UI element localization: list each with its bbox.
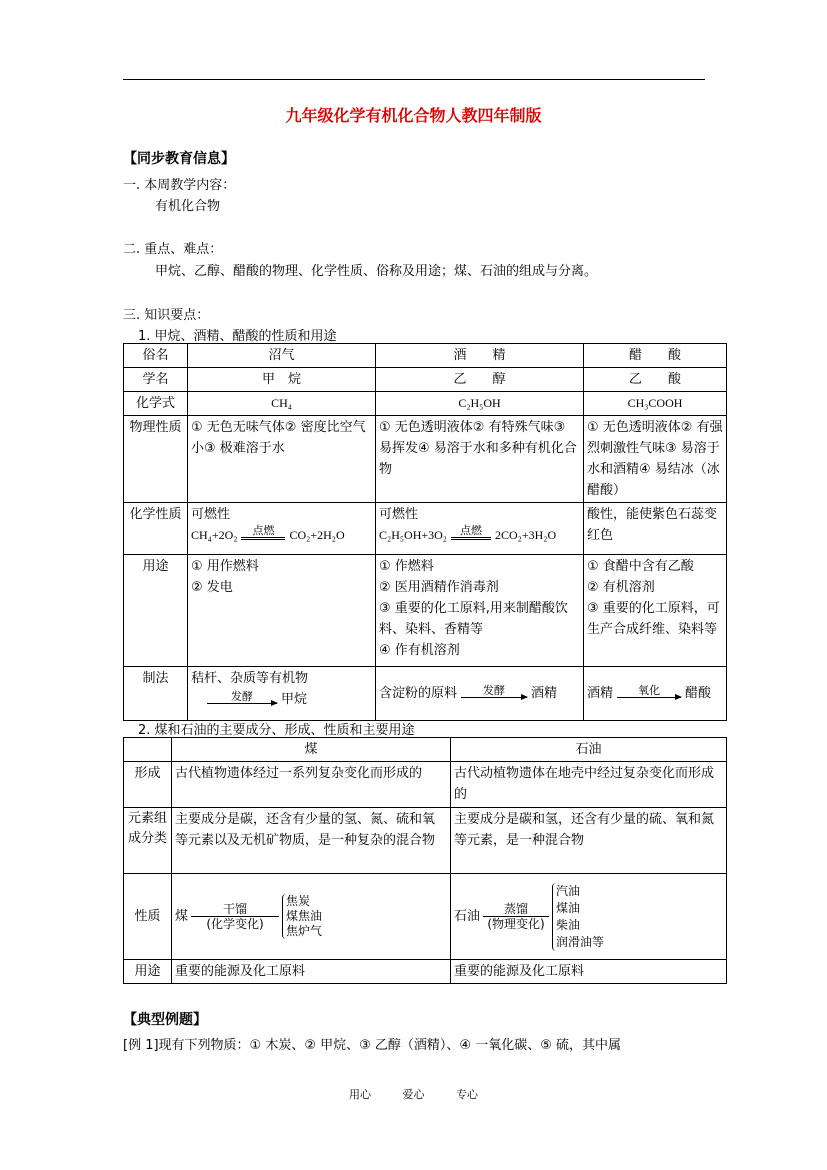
item1-text: 有机化合物 <box>155 199 221 214</box>
row-physical <box>124 416 727 503</box>
ethanol-prep-source: 含淀粉的原料 <box>379 686 458 701</box>
ethanol-equation-arrow <box>451 525 491 546</box>
acetic-prep-reaction <box>587 683 723 704</box>
cell-acetic-physical: ① 无色透明液体② 有强烈刺激性气味③ 易溶于水和酒精④ 易结冰（冰醋酸） <box>584 416 727 503</box>
cell-methane-uses <box>188 555 376 667</box>
methane-products: CO₂+2H₂O <box>289 528 345 542</box>
cell-petroleum-formation: 古代动植物遗体在地壳中经过复杂变化而形成的 <box>451 762 727 808</box>
label-common-name: 俗名 <box>124 344 188 368</box>
label-formation: 形成 <box>124 762 172 808</box>
label-prep: 制法 <box>124 667 188 721</box>
subsection2-title: 2. 煤和石油的主要成分、形成、性质和主要用途 <box>138 723 415 738</box>
methane-reactants: CH₄+2O₂ <box>191 528 238 542</box>
row-composition <box>124 808 727 874</box>
cell-methane-formula: CH₄ <box>188 392 376 416</box>
coal-condition-top: 干馏 <box>223 902 248 916</box>
cell-acetic-uses <box>584 555 727 667</box>
petroleum-products <box>552 883 604 951</box>
label-chemical: 化学性质 <box>124 503 188 555</box>
cell-ethanol-sci: 乙 醇 <box>376 368 584 392</box>
acetic-use-3: ③ 重要的化工原料，可生产合成纤维、染料等 <box>587 601 720 637</box>
header-coal: 煤 <box>172 738 451 762</box>
page-footer <box>0 1086 827 1102</box>
row-preparation <box>124 667 727 721</box>
row-header <box>124 738 727 762</box>
methane-use-1: ① 用作燃料 <box>191 559 259 574</box>
coal-product-1: 焦炭 <box>286 894 311 908</box>
label-property: 性质 <box>124 874 172 960</box>
petroleum-condition-bottom: (物理变化) <box>487 917 545 931</box>
ethanol-use-1: ① 作燃料 <box>379 559 434 574</box>
petroleum-product-4: 润滑油等 <box>556 934 605 949</box>
ethanol-prep-product: 酒精 <box>531 686 558 701</box>
label-composition: 元素组成分类 <box>124 808 172 874</box>
ethanol-prep-condition: 发酵 <box>483 684 506 697</box>
label-physical: 物理性质 <box>124 416 188 503</box>
row-property <box>124 874 727 960</box>
header-rule <box>123 79 705 80</box>
label-uses2: 用途 <box>124 960 172 984</box>
cell-petroleum-property <box>451 874 727 960</box>
cell-petroleum-composition: 主要成分是碳和氢，还含有少量的硫、氧和氮等元素，是一种混合物 <box>451 808 727 874</box>
ethanol-reactants: C₂H₅OH+3O₂ <box>379 528 447 542</box>
row-common-name <box>124 344 727 368</box>
coal-condition-bottom: (化学变化) <box>206 917 264 931</box>
petroleum-product-3: 柴油 <box>556 917 581 932</box>
cell-methane-sci: 甲 烷 <box>188 368 376 392</box>
footer-word-3: 专心 <box>456 1088 478 1101</box>
petroleum-start: 石油 <box>454 909 481 924</box>
cell-acetic-sci: 乙 酸 <box>584 368 727 392</box>
cell-coal-composition: 主要成分是碳，还含有少量的氢、氮、硫和氧等元素以及无机矿物质，是一种复杂的混合物 <box>172 808 451 874</box>
row-scientific-name <box>124 368 727 392</box>
cell-acetic-common: 醋 酸 <box>584 344 727 368</box>
item3-label: 三. 知识要点： <box>123 308 210 323</box>
cell-ethanol-common: 酒 精 <box>376 344 584 368</box>
ethanol-use-2: ② 医用酒精作消毒剂 <box>379 580 499 595</box>
acetic-prep-source: 酒精 <box>587 686 614 701</box>
cell-acetic-prep <box>584 667 727 721</box>
cell-ethanol-uses <box>376 555 584 667</box>
row-formation <box>124 762 727 808</box>
section-heading-examples: 【典型例题】 <box>123 1012 207 1028</box>
coal-product-2: 煤焦油 <box>286 909 323 923</box>
organic-compounds-table <box>123 343 727 721</box>
petroleum-arrow <box>483 902 549 931</box>
header-empty <box>124 738 172 762</box>
row-uses <box>124 555 727 667</box>
methane-prep-arrow <box>207 691 277 710</box>
cell-coal-formation: 古代植物遗体经过一系列复杂变化而形成的 <box>172 762 451 808</box>
methane-prep-source: 秸杆、杂质等有机物 <box>191 671 309 686</box>
cell-petroleum-uses: 重要的能源及化工原料 <box>451 960 727 984</box>
ethanol-products: 2CO₂+3H₂O <box>495 528 557 542</box>
footer-word-2: 爱心 <box>402 1088 425 1101</box>
ethanol-equation <box>379 525 580 546</box>
row-chemical <box>124 503 727 555</box>
label-formula: 化学式 <box>124 392 188 416</box>
methane-flammable: 可燃性 <box>191 507 231 522</box>
acetic-prep-condition: 氧化 <box>638 684 661 697</box>
cell-acetic-chemical: 酸性，能使紫色石蕊变红色 <box>584 503 727 555</box>
acetic-use-1: ① 食醋中含有乙酸 <box>587 559 694 574</box>
example-1: [例 1]现有下列物质：① 木炭、② 甲烷、③ 乙醇（酒精）、④ 一氧化碳、⑤ 硫，其中属 <box>123 1038 621 1053</box>
petroleum-product-2: 煤油 <box>556 900 581 915</box>
methane-use-2: ② 发电 <box>191 580 233 595</box>
item2-label: 二. 重点、难点： <box>123 242 223 257</box>
cell-acetic-formula: CH₃COOH <box>584 392 727 416</box>
coal-arrow <box>191 902 279 931</box>
coal-product-3: 焦炉气 <box>286 924 323 938</box>
coal-distillation-diagram <box>175 894 447 939</box>
cell-ethanol-prep <box>376 667 584 721</box>
footer-word-1: 用心 <box>349 1088 371 1101</box>
petroleum-product-1: 汽油 <box>556 883 581 898</box>
methane-equation <box>191 525 372 546</box>
methane-prep-reaction <box>191 689 372 710</box>
ethanol-use-3: ③ 重要的化工原料,用来制醋酸饮料、染料、香精等 <box>379 601 568 637</box>
petroleum-condition-top: 蒸馏 <box>504 902 529 916</box>
acetic-prep-arrow <box>617 685 681 704</box>
acetic-use-2: ② 有机溶剂 <box>587 580 655 595</box>
ethanol-flammable: 可燃性 <box>379 507 419 522</box>
acetic-prep-product: 醋酸 <box>685 686 712 701</box>
header-petroleum: 石油 <box>451 738 727 762</box>
ethanol-prep-reaction <box>379 683 580 704</box>
coal-products <box>282 894 322 939</box>
subsection1-title: 1. 甲烷、酒精、醋酸的性质和用途 <box>138 329 337 344</box>
page-title: 九年级化学有机化合物人教四年制版 <box>285 106 542 125</box>
row-uses2 <box>124 960 727 984</box>
cell-methane-prep <box>188 667 376 721</box>
section-heading-sync-info: 【同步教育信息】 <box>123 151 235 167</box>
coal-petroleum-table <box>123 737 727 984</box>
label-uses: 用途 <box>124 555 188 667</box>
cell-methane-physical: ① 无色无味气体② 密度比空气小③ 极难溶于水 <box>188 416 376 503</box>
cell-coal-uses: 重要的能源及化工原料 <box>172 960 451 984</box>
coal-start: 煤 <box>175 909 189 924</box>
ethanol-prep-arrow <box>461 685 527 704</box>
label-sci-name: 学名 <box>124 368 188 392</box>
methane-equation-arrow <box>241 525 285 546</box>
ethanol-condition: 点燃 <box>460 525 482 537</box>
cell-methane-chemical <box>188 503 376 555</box>
cell-methane-common: 沼气 <box>188 344 376 368</box>
cell-ethanol-chemical <box>376 503 584 555</box>
item1-label: 一. 本周教学内容： <box>123 178 236 193</box>
methane-prep-product: 甲烷 <box>281 692 308 707</box>
methane-prep-condition: 发酵 <box>231 690 253 703</box>
methane-condition: 点燃 <box>252 525 275 537</box>
petroleum-distillation-diagram <box>454 883 723 951</box>
ethanol-use-4: ④ 作有机溶剂 <box>379 643 460 658</box>
cell-coal-property <box>172 874 451 960</box>
cell-ethanol-formula: C₂H₅OH <box>376 392 584 416</box>
item2-text: 甲烷、乙醇、醋酸的物理、化学性质、俗称及用途；煤、石油的组成与分离。 <box>155 264 598 279</box>
cell-ethanol-physical: ① 无色透明液体② 有特殊气味③ 易挥发④ 易溶于水和多种有机化合物 <box>376 416 584 503</box>
row-formula <box>124 392 727 416</box>
